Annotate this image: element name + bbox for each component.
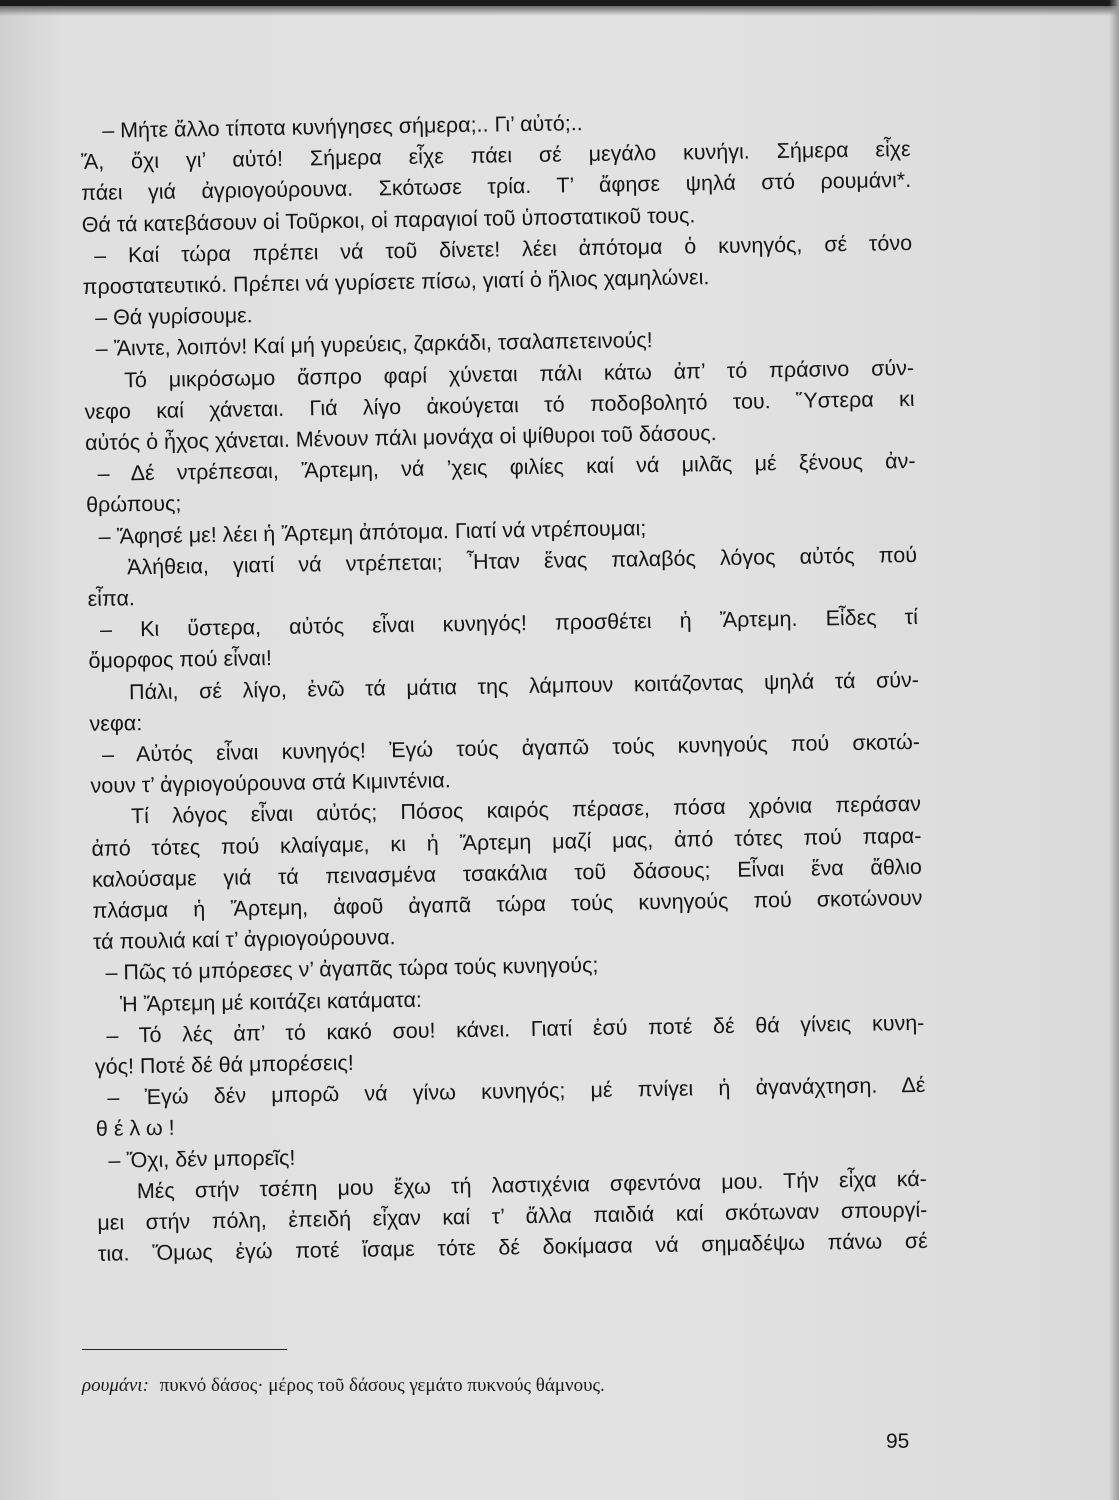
text-line: Ἀλήθεια, γιατί νά ντρέπεται; Ἦταν ἕνας παλαβός λόγος αὐτός πού [126,542,918,580]
text-line: πλάσμα ἡ Ἄρτεμη, ἀφοῦ ἀγαπᾶ τώρα τούς κυνηγούς πού σκοτώνουν [92,885,923,923]
text-line: θέλω! [95,1115,181,1142]
text-line: – Καί τώρα πρέπει νά τοῦ δίνετε! λέει ἀπότομα ὁ κυνηγός, σέ τόνο [94,230,913,268]
text-line: ὄμορφος πού εἶναι! [88,646,273,674]
text-line: εἶπα. [87,586,136,611]
text-line: τια. Ὅμως ἐγώ ποτέ ἴσαμε τότε δέ δοκίμασα νά σημαδέψω πάνω σέ [97,1229,928,1267]
text-line: – Δέ ντρέπεσαι, Ἄρτεμη, νά ’χεις φιλίες καί νά μιλᾶς μέ ξένους ἀν- [97,449,916,486]
text-line: – Αὐτός εἶναι κυνηγός! Ἐγώ τούς ἀγαπῶ τούς κυνηγούς πού σκοτώ- [101,729,921,767]
text-line: ἀπό τότες πού κλαίγαμε, κι ἡ Ἄρτεμη μαζί μας, ἀπό τότες πού παρα- [91,823,922,861]
text-line: – Θά γυρίσουμε. [94,303,253,330]
text-line: νεφο καί χάνεται. Γιά λίγο ἀκούγεται τό ποδοβολητό του. Ὕστερα κι [84,386,915,424]
text-line: Ἡ Ἄρτεμη μέ κοιτάζει κατάματα: [119,987,423,1017]
text-line: – Κι ὕστερα, αὐτός εἶναι κυνηγός! προσθέτει ἡ Ἄρτεμη. Εἶδες τί [99,605,919,642]
text-line: Θά τά κατεβάσουν οἱ Τοῦρκοι, οἱ παραγιοί τοῦ ὑποστατικοῦ τους. [81,202,696,237]
text-line: πάει γιά ἀγριογούρουνα. Σκότωσε τρία. Τ’ ἄφησε ψηλά στό ρουμάνι*. [81,168,912,206]
text-line: αὐτός ὁ ἦχος χάνεται. Μένουν πάλι μονάχα οἱ ψίθυροι τοῦ δάσους. [84,421,717,455]
text-line: – Πῶς τό μπόρεσες ν’ ἀγαπᾶς τώρα τούς κυνηγούς; [105,953,599,986]
text-line: τά πουλιά καί τ’ ἀγριογούρουνα. [92,925,396,955]
text-line: νεφα: [89,710,143,736]
text-line: Ἄ, ὄχι γι’ αὐτό! Σήμερα εἶχε πάει σέ μεγάλο κυνήγι. Σήμερα εἶχε [80,137,911,175]
body-text [80,103,928,1267]
page-number: 95 [886,1430,910,1453]
text-line: – Ἄιντε, λοιπόν! Καί μή γυρεύεις, ζαρκάδι, τσαλαπετεινούς! [95,328,653,362]
text-line: Πάλι, σέ λίγο, ἐνῶ τά μάτια της λάμπουν κοιτάζοντας ψηλά τά σύν- [128,667,920,704]
footnote [82,1375,912,1397]
text-line: νουν τ’ ἀγριογούρουνα στά Κιμιντένια. [90,768,451,799]
scan-top-shadow [0,6,1119,16]
text-line: θρώπους; [85,491,182,518]
text-line: – Τό λές ἀπ’ τό κακό σου! κάνει. Γιατί ἐσύ ποτέ δέ θά γίνεις κυνη- [106,1010,925,1048]
text-line: – Ἄφησέ με! λέει ἡ Ἄρτεμη ἀπότομα. Γιατί νά ντρέπουμαι; [98,515,647,549]
text-line: καλούσαμε γιά τά πεινασμένα τσακάλια τοῦ δάσους; Εἶναι ἕνα ἄθλιο [91,854,923,892]
text-line: γός! Ποτέ δέ θά μπορέσεις! [94,1050,354,1079]
footnote-definition: πυκνό δάσος· μέρος τοῦ δάσους γεμάτο πυκνούς θάμνους. [159,1375,605,1396]
text-line: προστατευτικό. Πρέπει νά γυρίσετε πίσω, γιατί ὁ ἥλιος χαμηλώνει. [82,265,710,299]
scan-right-shadow [1109,0,1119,1500]
footnote-separator [82,1349,287,1350]
text-line: Μές στήν τσέπη μου ἔχω τή λαστιχένια σφεντόνα μου. Τήν εἶχα κά- [136,1166,927,1204]
text-line: – Ὄχι, δέν μπορεῖς! [108,1145,296,1173]
text-line: Τό μικρόσωμο ἄσπρο φαρί χύνεται πάλι κάτω ἀπ’ τό πράσινο σύν- [123,355,915,392]
text-line: μει στήν πόλη, ἐπειδή εἶχαν καί τ’ ἄλλα παιδιά καί σκότωναν σπουργί- [97,1197,928,1235]
text-line: – Ἐγώ δέν μπορῶ νά γίνω κυνηγός; μέ πνίγει ἡ ἀγανάχτηση. Δέ [107,1073,926,1110]
text-line: – Μήτε ἄλλο τίποτα κυνήγησες σήμερα;.. Γι’ αὐτό;.. [102,111,583,143]
footnote-term: ρουμάνι: [82,1375,149,1396]
text-line: Τί λόγος εἶναι αὐτός; Πόσος καιρός πέρασε, πόσα χρόνια περάσαν [130,792,922,829]
